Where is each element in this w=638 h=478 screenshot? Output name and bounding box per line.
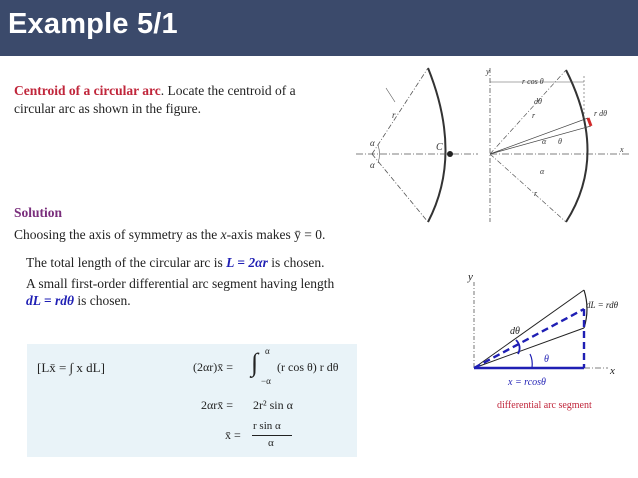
label-alpha-top: α (542, 137, 547, 146)
theta-arc (530, 354, 532, 368)
problem-text-2: circular arc as shown in the figure. (14, 101, 202, 116)
diff-label-theta: θ (544, 354, 549, 365)
label-rdtheta: r dθ (594, 109, 608, 118)
line4-eq: dL = rdθ (26, 293, 74, 308)
radius-bottom-line (372, 154, 428, 222)
label-x: x (620, 145, 624, 154)
differential-arc-figure (460, 268, 635, 398)
integral-sign: ∫ (251, 348, 259, 377)
eq3-den: α (268, 437, 274, 449)
line2-eq: L = 2αr (226, 255, 268, 270)
label-dtheta: dθ (534, 97, 542, 106)
eq1-right-lhs: (2αr)x̄ = (193, 360, 234, 374)
label-C: C (436, 142, 443, 153)
line1-var: x (220, 227, 227, 242)
radius-bottom (490, 154, 566, 222)
diff-ray-upper (474, 290, 584, 368)
eq3-num: r sin α (253, 420, 281, 432)
line2-pre: The total length of the circular arc is (26, 255, 227, 270)
solution-line-3 (26, 275, 334, 293)
diff-label-y: y (468, 271, 473, 283)
arc-centroid-figure (350, 60, 485, 230)
equations-box (27, 344, 357, 457)
line2-post: is chosen. (267, 255, 325, 270)
label-r: r (392, 110, 396, 120)
title-bar (0, 0, 638, 56)
solution-heading-text: Solution (14, 205, 63, 220)
label-theta: θ (558, 137, 562, 146)
problem-heading: Centroid of a circular arc (14, 83, 161, 98)
label-alpha-bottom: α (540, 167, 545, 176)
ray-2 (490, 126, 591, 154)
label-r-top: r (532, 111, 536, 120)
line1-pre: Choosing the axis of symmetry as the (14, 227, 221, 242)
radius-top-line (372, 68, 428, 154)
slide-title: Example 5/1 (8, 8, 178, 40)
label-alpha-bottom: α (370, 160, 375, 170)
solution-line-2 (26, 254, 324, 272)
differential-segment (588, 118, 591, 126)
label-y: y (486, 67, 490, 76)
diff-caption: differential arc segment (497, 400, 592, 411)
arc-detail-figure (484, 60, 634, 230)
alpha-arc (378, 145, 380, 163)
diff-label-dL: dL = rdθ (586, 300, 619, 310)
fraction-bar (252, 435, 292, 436)
solution-line-4 (26, 292, 131, 310)
line4-post: is chosen. (73, 293, 131, 308)
diff-mid-radius (474, 309, 584, 368)
ray-1 (490, 118, 588, 154)
problem-statement (14, 82, 324, 118)
label-rcos: r cos θ (522, 77, 544, 86)
solution-heading (14, 204, 62, 222)
eq2-lhs: 2αrx̄ = (201, 398, 234, 412)
centroid-point (447, 151, 453, 157)
line1-eq: ȳ = 0. (294, 227, 326, 242)
diff-label-dtheta: dθ (510, 326, 520, 337)
eq2-rhs: 2r² sin α (253, 398, 293, 412)
problem-text-1: . Locate the centroid of a (160, 83, 296, 98)
r-dimension (386, 88, 395, 102)
label-r-bottom: r (534, 189, 538, 198)
label-alpha-top: α (370, 138, 375, 148)
eq1-lower: −α (261, 376, 271, 386)
eq1-upper: α (265, 346, 270, 356)
diff-label-x: x (610, 365, 615, 377)
eq3-lhs: x̄ = (225, 428, 241, 442)
solution-line-1 (14, 226, 325, 244)
diff-ray-lower (474, 328, 584, 368)
line3-text: A small first-order differential arc segment having length (26, 276, 335, 291)
diff-label-xeq: x = rcosθ (508, 377, 546, 388)
line1-post: -axis makes (226, 227, 295, 242)
eq1-left: [Lx̄ = ∫ x dL] (37, 360, 105, 375)
eq1-right-rhs: (r cos θ) r dθ (277, 360, 339, 374)
